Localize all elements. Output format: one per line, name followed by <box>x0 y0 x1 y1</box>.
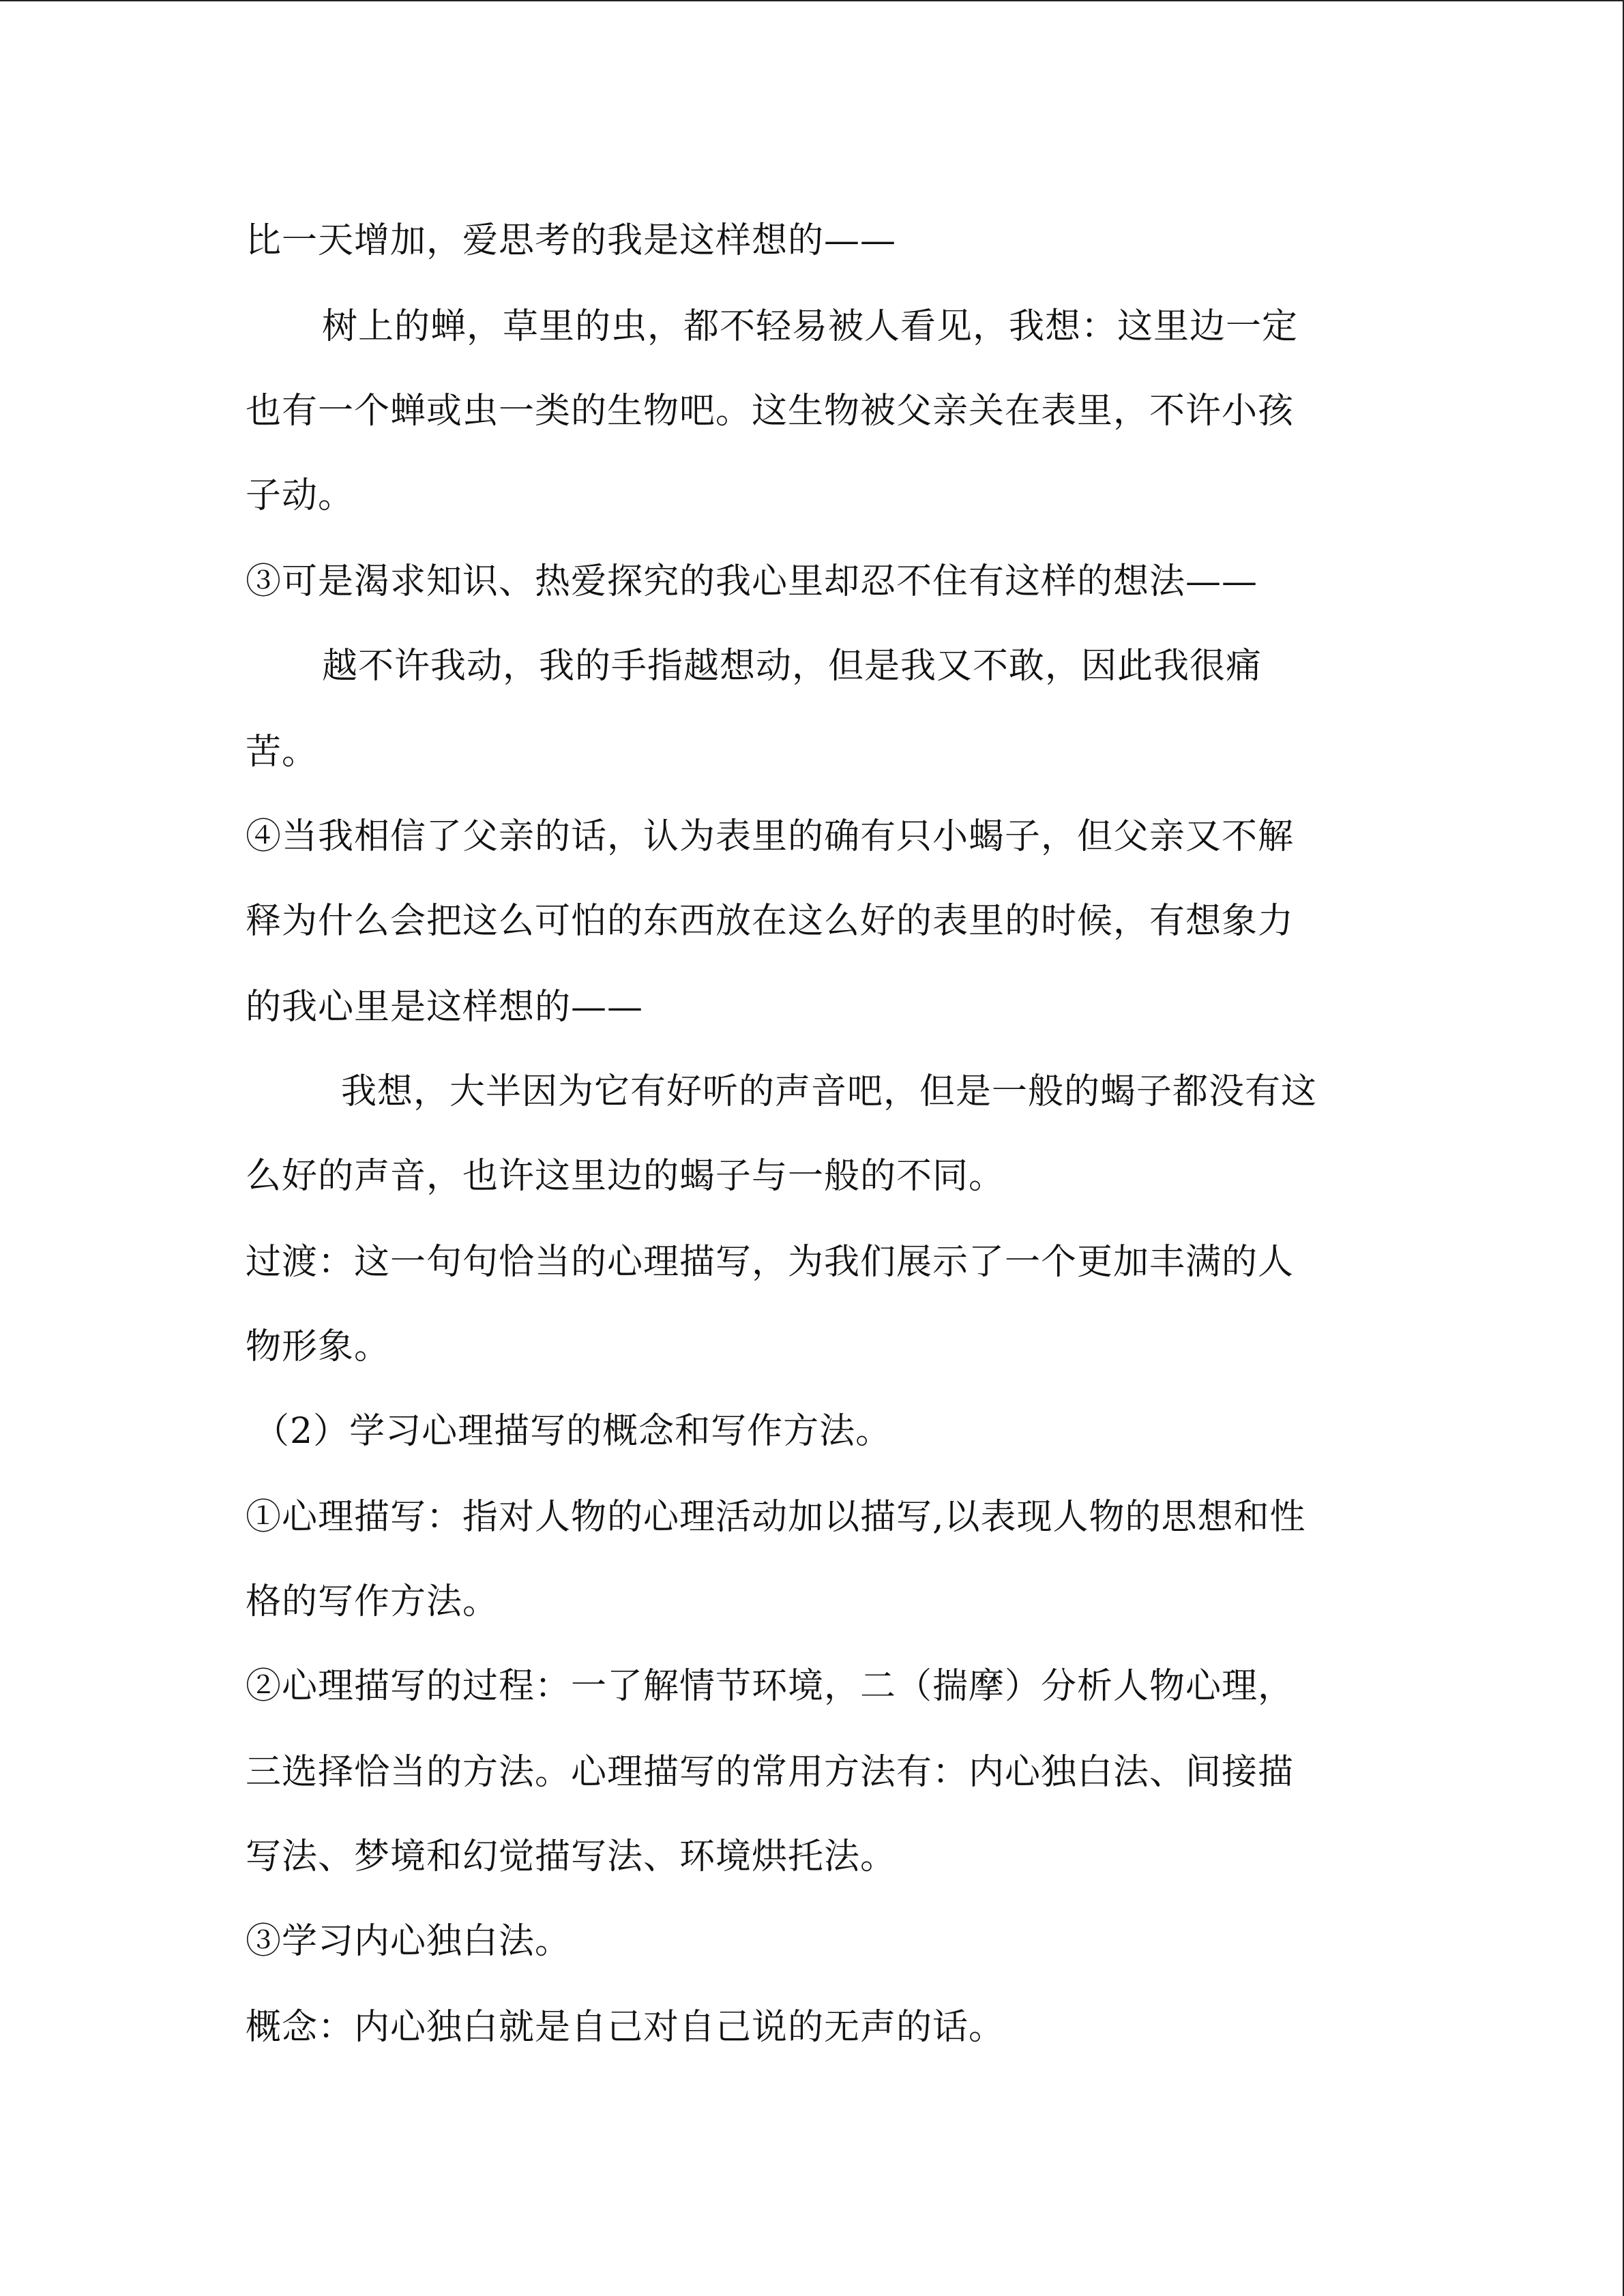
text-line: 格的写作方法。 <box>246 1581 499 1622</box>
text-line: ①心理描写：指对人物的心理活动加以描写,以表现人物的思想和性 <box>246 1497 1306 1538</box>
text-line: 的我心里是这样想的—— <box>246 987 644 1028</box>
text-line: 过渡：这一句句恰当的心理描写，为我们展示了一个更加丰满的人 <box>246 1242 1295 1283</box>
text-line: 么好的声音，也许这里边的蝎子与一般的不同。 <box>246 1156 1005 1197</box>
text-line: 三选择恰当的方法。心理描写的常用方法有：内心独白法、间接描 <box>246 1752 1295 1793</box>
text-line: ③学习内心独白法。 <box>246 1921 572 1962</box>
text-line: 释为什么会把这么可怕的东西放在这么好的表里的时候，有想象力 <box>246 901 1295 942</box>
text-line: ④当我相信了父亲的话，认为表里的确有只小蝎子，但父亲又不解 <box>246 816 1295 857</box>
text-line: 概念：内心独白就是自己对自己说的无声的话。 <box>246 2007 1005 2048</box>
text-line: （2）学习心理描写的概念和写作方法。 <box>254 1411 892 1452</box>
text-line: 苦。 <box>246 732 319 773</box>
text-line: ③可是渴求知识、热爱探究的我心里却忍不住有这样的想法—— <box>246 561 1258 602</box>
text-line: 越不许我动，我的手指越想动，但是我又不敢，因此我很痛 <box>322 646 1263 687</box>
text-line: 物形象。 <box>246 1326 391 1367</box>
text-line: 写法、梦境和幻觉描写法、环境烘托法。 <box>246 1836 897 1877</box>
text-line: 子动。 <box>246 475 355 516</box>
text-line: 也有一个蝉或虫一类的生物吧。这生物被父亲关在表里，不许小孩 <box>246 391 1295 432</box>
text-line: 我想，大半因为它有好听的声音吧，但是一般的蝎子都没有这 <box>341 1071 1318 1112</box>
text-line: 树上的蝉，草里的虫，都不轻易被人看见，我想：这里边一定 <box>322 306 1299 347</box>
text-line: ②心理描写的过程：一了解情节环境，二（揣摩）分析人物心理， <box>246 1666 1295 1707</box>
text-line: 比一天增加，爱思考的我是这样想的—— <box>246 220 897 261</box>
